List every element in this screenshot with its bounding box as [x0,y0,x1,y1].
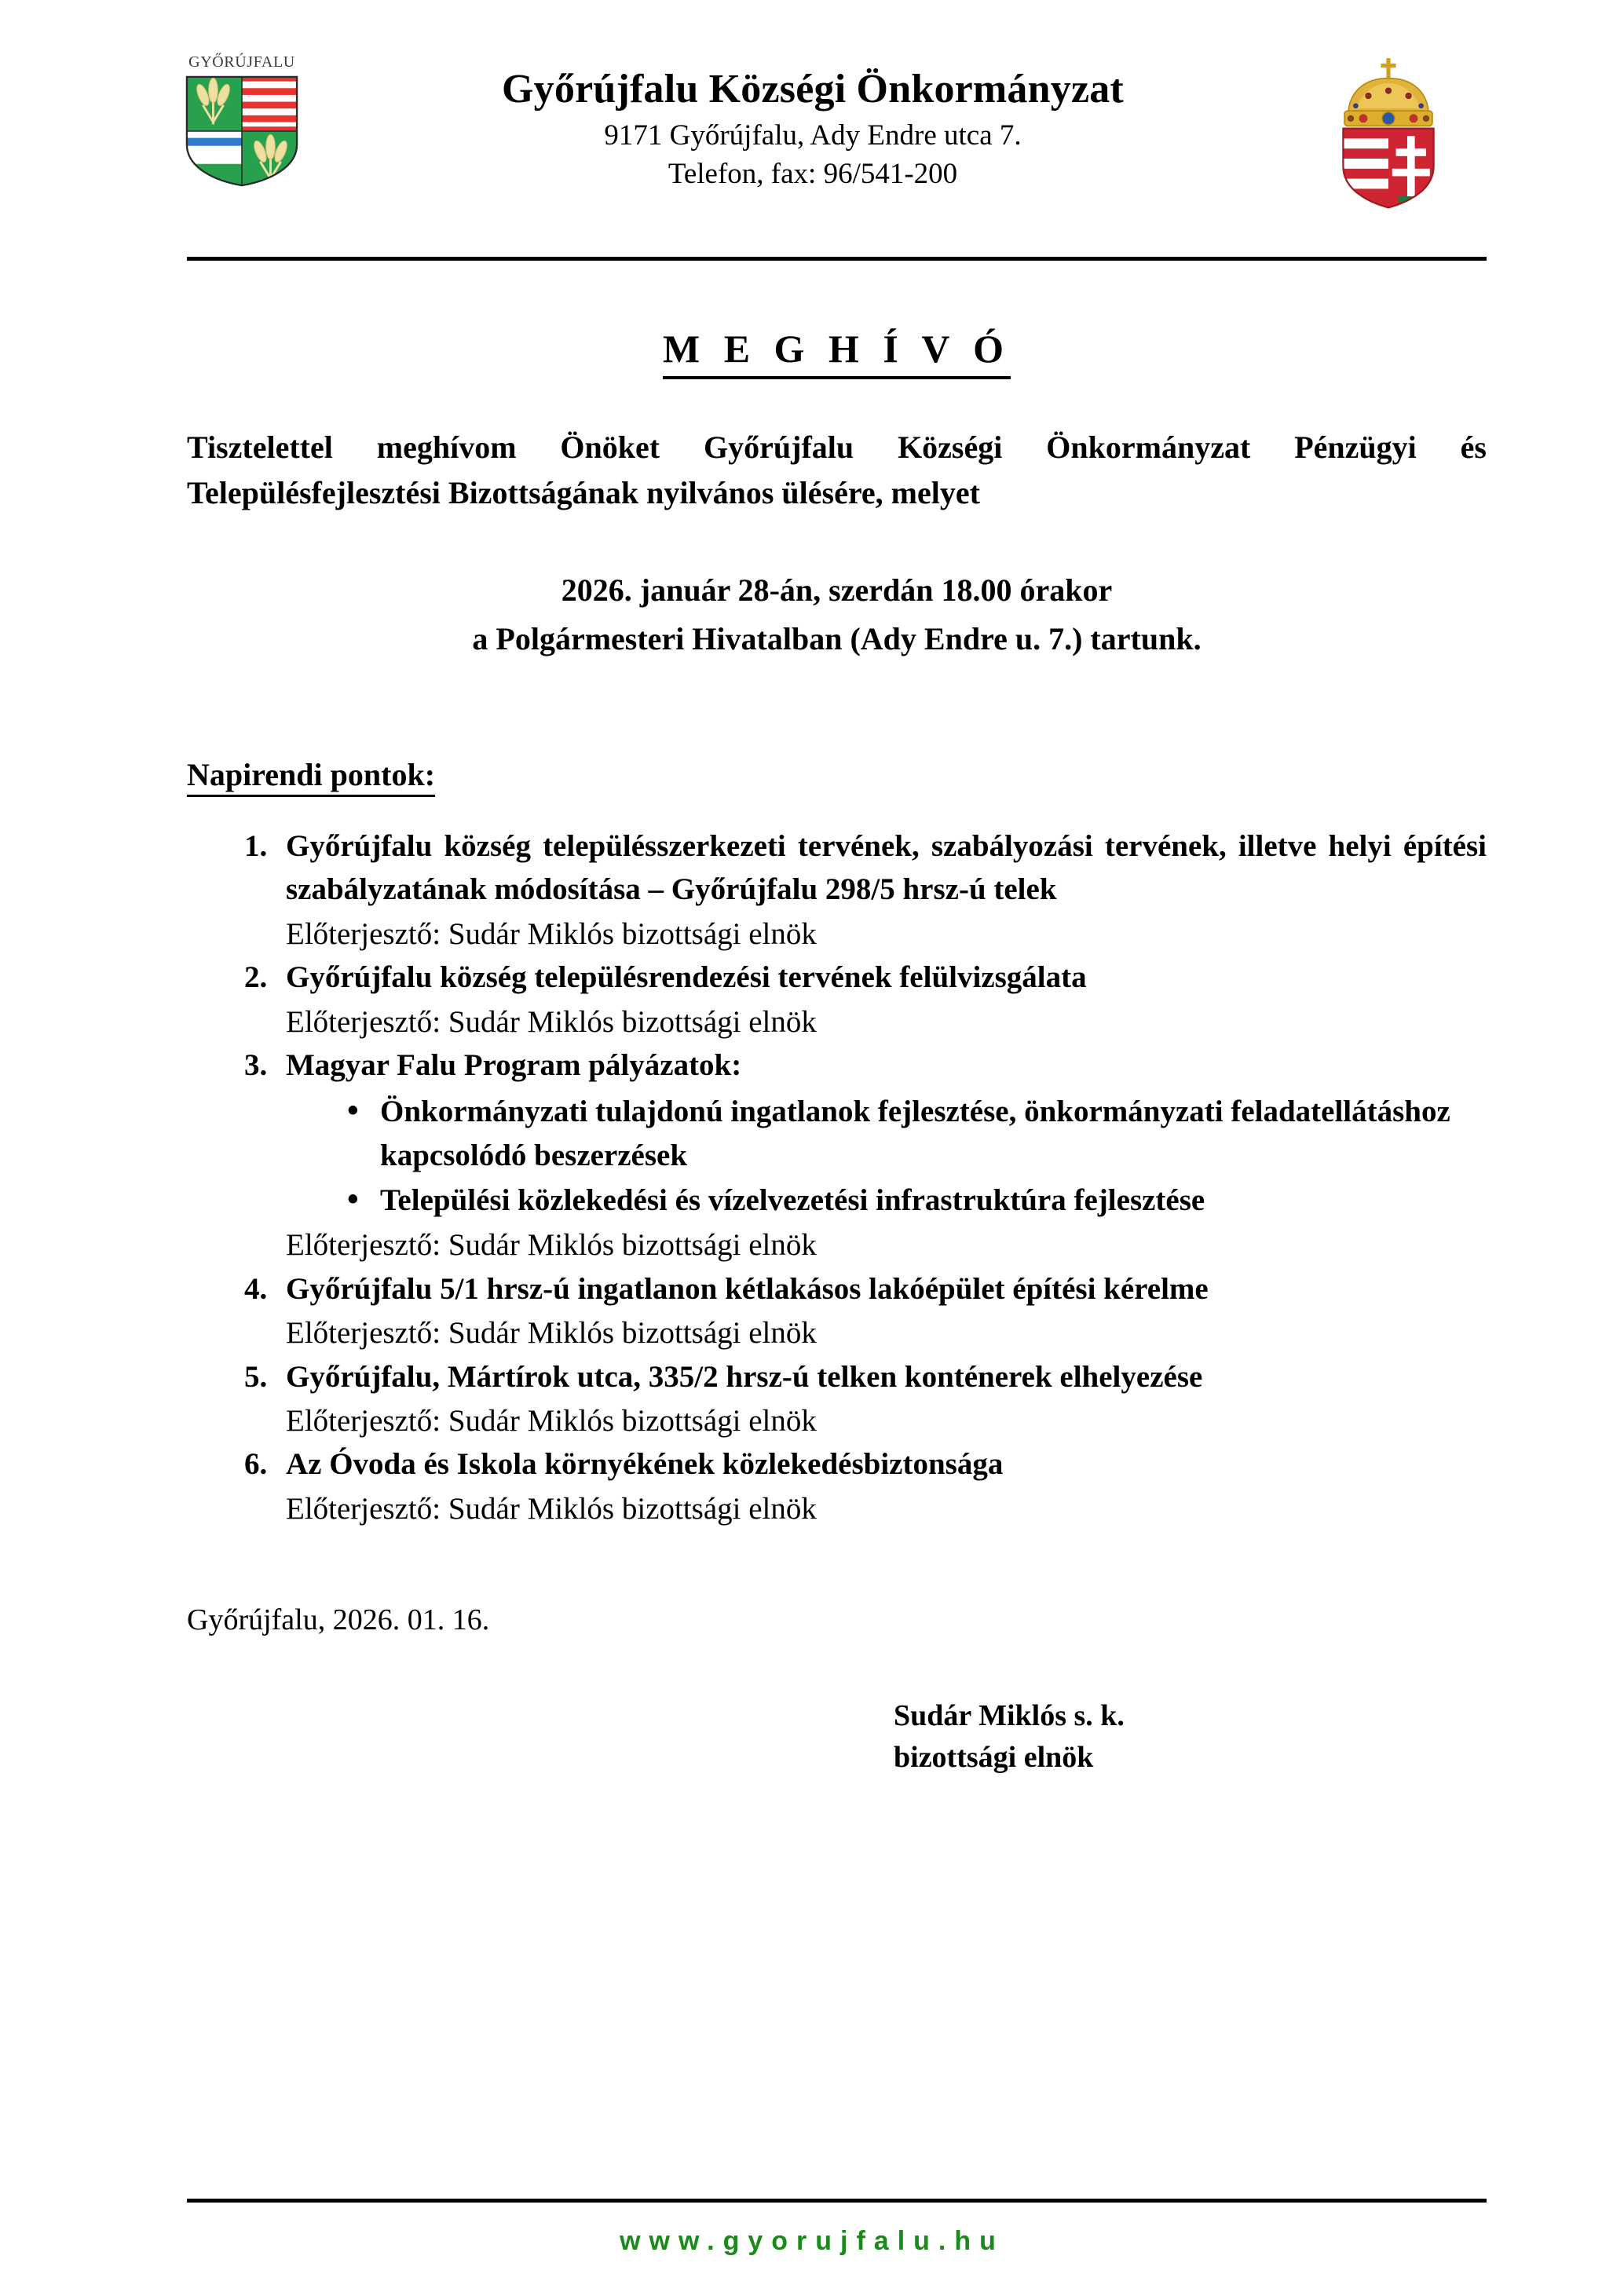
invitation-paragraph: Tisztelettel meghívom Önöket Győrújfalu Községi Önkormányzat Pénzügyi és Településfejlesztési Bizottságának nyilvános ülésére, melyet [187,430,1487,510]
organization-phone: Telefon, fax: 96/541-200 [668,158,958,191]
agenda-item-presenter: Előterjesztő: Sudár Miklós bizottsági elnök [286,1228,817,1263]
hungary-coat-of-arms-icon [1326,46,1451,210]
gyorujfalu-crest-label: GYŐRÚJFALU [188,53,295,71]
organization-name: Győrújfalu Községi Önkormányzat [502,67,1124,112]
agenda-item [275,824,1487,956]
signature-block [894,1695,1487,1779]
place-and-date: Győrújfalu, 2026. 01. 16. [187,1603,490,1636]
signatory-title: bizottsági elnök [894,1741,1094,1775]
agenda-subitem-list [286,1090,1487,1222]
agenda-list [187,824,1487,1530]
agenda-item-text: 6. Az Óvoda és Iskola környékének közlekedésbiztonsága [286,1447,1004,1482]
agenda-item-presenter: Előterjesztő: Sudár Miklós bizottsági elnök [286,916,817,951]
agenda-item-text: 4. Győrújfalu 5/1 hrsz-ú ingatlanon kétlakásos lakóépület építési kérelme [286,1271,1209,1306]
agenda-subitem: • Önkormányzati tulajdonú ingatlanok fejlesztése, önkormányzati feladatellátáshoz kapcsolódó beszerzések [344,1090,1487,1177]
page-title [187,326,1487,371]
footer-divider [187,2199,1487,2203]
agenda-item-presenter: Előterjesztő: Sudár Miklós bizottsági elnök [286,1491,817,1526]
website-url[interactable]: www.gyorujfalu.hu [620,2226,1004,2256]
agenda-item-text: 2. Győrújfalu község településrendezési tervének felülvizsgálata [286,960,1087,995]
agenda-item [275,1267,1487,1355]
header-divider [187,257,1487,261]
agenda-item-presenter: Előterjesztő: Sudár Miklós bizottsági elnök [286,1316,817,1351]
meeting-details [187,566,1487,664]
gyorujfalu-shield [185,75,299,188]
agenda-item [275,956,1487,1044]
document-body [187,298,1487,1779]
meeting-datetime: 2026. január 28-án, szerdán 18.00 órakor [561,572,1113,608]
agenda-heading-text: Napirendi pontok: [187,757,435,797]
agenda-item [275,1442,1487,1530]
agenda-item [275,1355,1487,1443]
organization-address: 9171 Győrújfalu, Ady Endre utca 7. [604,119,1022,152]
agenda-item-presenter: Előterjesztő: Sudár Miklós bizottsági elnök [286,1403,817,1438]
meeting-location: a Polgármesteri Hivatalban (Ady Endre u. 7.) tartunk. [472,621,1202,656]
header-text-block [338,67,1288,194]
agenda-item [275,1044,1487,1267]
agenda-item-text: 5. Győrújfalu, Mártírok utca, 335/2 hrsz-ú telken konténerek elhelyezése [286,1359,1203,1394]
agenda-item-text: 1. Győrújfalu község településszerkezeti tervének, szabályozási tervének, illetve helyi építési szabályzatának módosítása – Győrújfalu 298/5 hrsz-ú telek [286,829,1487,907]
gyorujfalu-coat-of-arms-icon [174,53,309,188]
agenda-subitem: • Települési közlekedési és vízelvezetési infrastruktúra fejlesztése [344,1179,1487,1222]
page-title-text: M E G H Í V Ó [663,327,1011,379]
signatory-name: Sudár Miklós s. k. [894,1699,1125,1732]
document-header [0,31,1624,228]
agenda-item-text: 3. Magyar Falu Program pályázatok: [286,1047,742,1082]
agenda-item-presenter: Előterjesztő: Sudár Miklós bizottsági elnök [286,1004,817,1039]
agenda-heading [187,756,1487,793]
